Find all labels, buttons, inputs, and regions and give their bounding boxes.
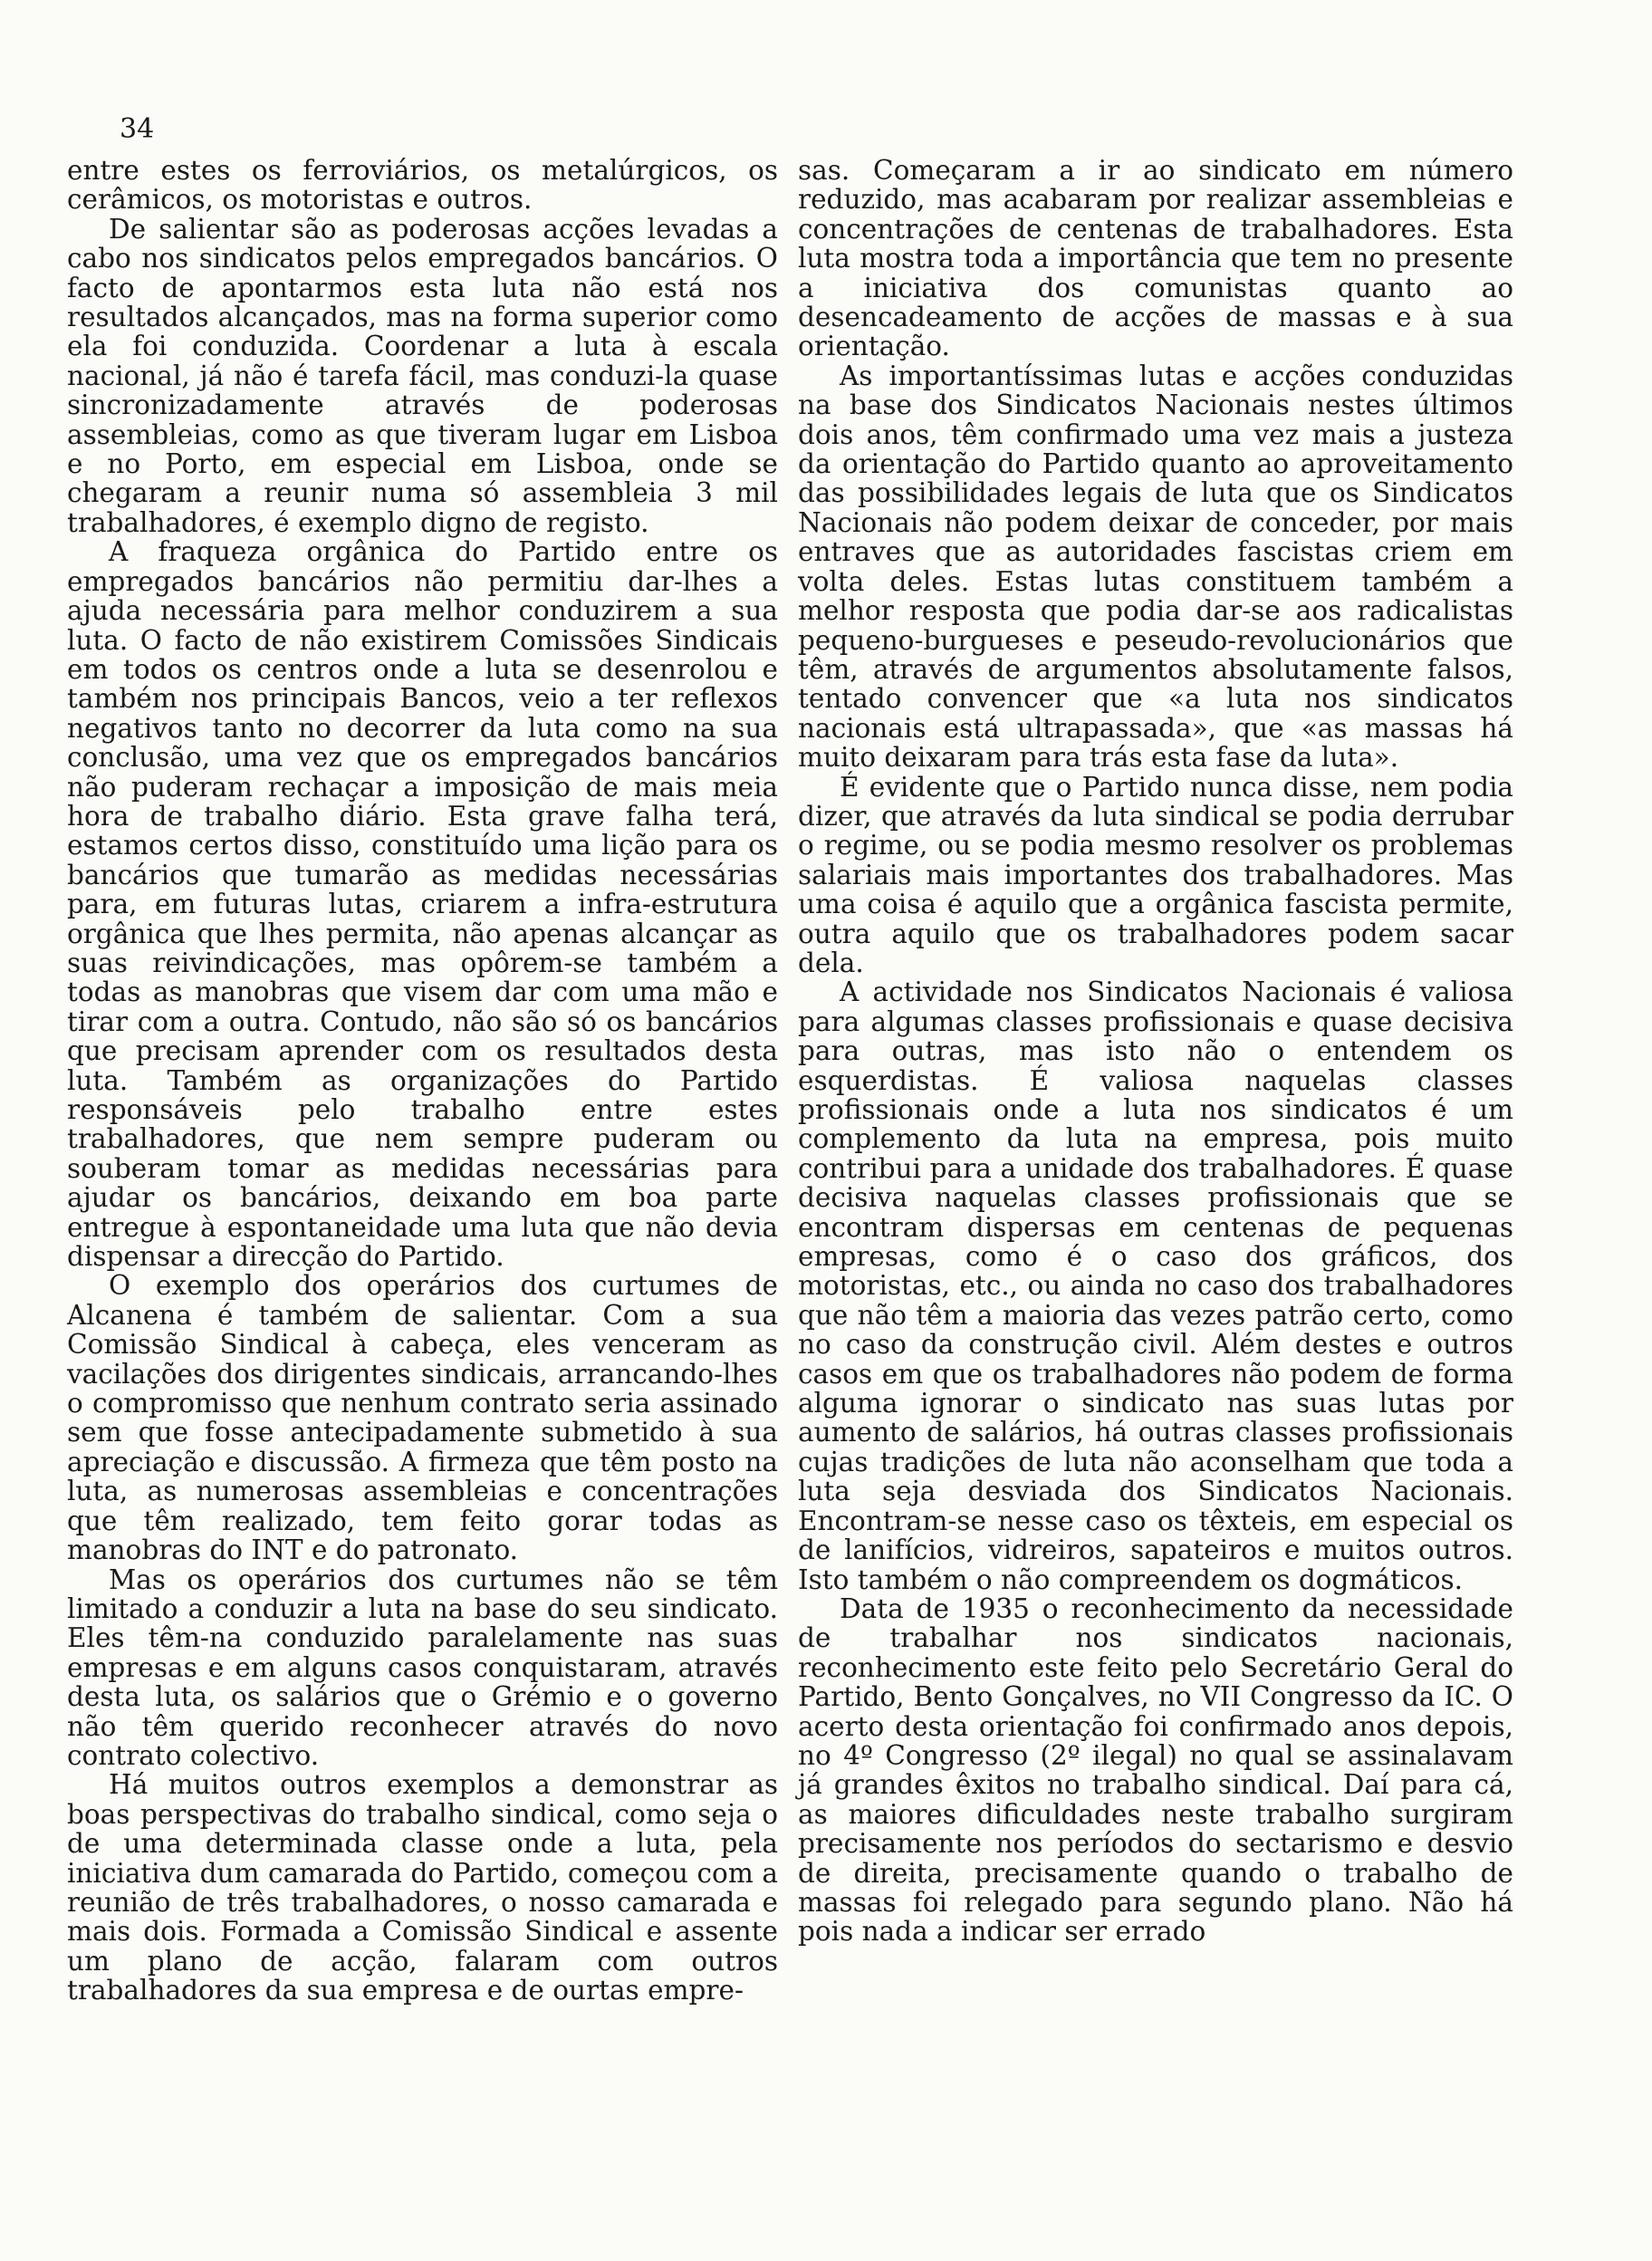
paragraph: As importantíssimas lutas e acções conduzidas na base dos Sindicatos Nacionais nestes últimos dois anos, têm confirmado uma vez mais a justeza da orientação do Partido quanto ao aproveitamento das possibilidades legais de luta que os Sindicatos Nacionais não podem deixar de conceder, por mais entraves que as autoridades fascistas criem em volta deles. Estas lutas constituem também a melhor resposta que podia dar-se aos radicalistas pequeno-burgueses e peseudo-revolucionários que têm, através de argumentos absolutamente falsos, tentado convencer que «a luta nos sindicatos nacionais está ultrapassada», que «as massas há muito deixaram para trás esta fase da luta». (798, 360, 1513, 774)
paragraph: Data de 1935 o reconhecimento da necessidade de trabalhar nos sindicatos nacionais, reconhecimento este feito pelo Secretário Geral do Partido, Bento Gonçalves, no VII Congresso da IC. O acerto desta orientação foi confirmado anos depois, no 4º Congresso (2º ilegal) no qual se assinalavam já grandes êxitos no trabalho sindical. Daí para cá, as maiores dificuldades neste trabalho surgiram precisamente nos períodos do sectarismo e desvio de direita, precisamente quando o trabalho de massas foi relegado para segundo plano. Não há pois nada a indicar ser errado (798, 1592, 1513, 1948)
paragraph: O exemplo dos operários dos curtumes de Alcanena é também de salientar. Com a sua Comissão Sindical à cabeça, eles venceram as vacilações dos dirigentes sindicais, arrancando-lhes o compromisso que nenhum contrato seria assinado sem que fosse antecipadamente submetido à sua apreciação e discussão. A firmeza que têm posto na luta, as numerosas assembleias e concentrações que têm realizado, tem feito gorar todas as manobras do INT e do patronato. (67, 1270, 778, 1566)
paragraph: Mas os operários dos curtumes não se têm limitado a conduzir a luta na base do seu sindicato. Eles têm-na conduzido paralelamente nas suas empresas e em alguns casos conquistaram, através desta luta, os salários que o Grémio e o governo não têm querido reconhecer através do novo contrato colectivo. (67, 1563, 778, 1771)
paragraph: A actividade nos Sindicatos Nacionais é valiosa para algumas classes profissionais e quase decisiva para outras, mas isto não o entendem os esquerdistas. É valiosa naquelas classes profissionais onde a luta nos sindicatos é um complemento da luta na empresa, pois muito contribui para a unidade dos trabalhadores. É quase decisiva naquelas classes profissionais que se encontram dispersas em centenas de pequenas empresas, como é o caso dos gráficos, dos motoristas, etc., ou ainda no caso dos trabalhadores que não têm a maioria das vezes patrão certo, como no caso da construção civil. Além destes e outros casos em que os trabalhadores não podem de forma alguma ignorar o sindicato nas suas lutas por aumento de salários, há outras classes profissionais cujas tradições de luta não aconselham que toda a luta seja desviada dos Sindicatos Nacionais. Encontram-se nesse caso os têxteis, em especial os de lanifícios, vidreiros, sapateiros e muitos outros. Isto também o não compreendem os dogmáticos. (798, 977, 1513, 1595)
paragraph: entre estes os ferroviários, os metalúrgicos, os cerâmicos, os motoristas e outros. (67, 155, 778, 216)
right-column (798, 156, 1513, 1947)
page-number: 34 (120, 113, 155, 145)
paragraph: sas. Começaram a ir ao sindicato em número reduzido, mas acabaram por realizar assembleias e concentrações de centenas de trabalhadores. Esta luta mostra toda a importância que tem no presente a iniciativa dos comunistas quanto ao desencadeamento de acções de massas e à sua orientação. (798, 155, 1513, 362)
left-column (67, 156, 778, 2006)
paragraph: A fraqueza orgânica do Partido entre os empregados bancários não permitiu dar-lhes a ajuda necessária para melhor conduzirem a sua luta. O facto de não existirem Comissões Sindicais em todos os centros onde a luta se desenrolou e também nos principais Bancos, veio a ter reflexos negativos tanto no decorrer da luta como na sua conclusão, uma vez que os empregados bancários não puderam rechaçar a imposição de mais meia hora de trabalho diário. Esta grave falha terá, estamos certos disso, constituído uma lição para os bancários que tumarão as medidas necessárias para, em futuras lutas, criarem a infra-estrutura orgânica que lhes permita, não apenas alcançar as suas reivindicações, mas opôrem-se também a todas as manobras que visem dar com uma mão e tirar com a outra. Contudo, não são só os bancários que precisam aprender com os resultados desta luta. Também as organizações do Partido responsáveis pelo trabalho entre estes trabalhadores, que nem sempre puderam ou souberam tomar as medidas necessárias para ajudar os bancários, deixando em boa parte entregue à espontaneidade uma luta que não devia dispensar a direcção do Partido. (67, 536, 778, 1273)
paragraph: É evidente que o Partido nunca disse, nem podia dizer, que através da luta sindical se podia derrubar o regime, ou se podia mesmo resolver os problemas salariais mais importantes dos trabalhadores. Mas uma coisa é aquilo que a orgânica fascista permite, outra aquilo que os trabalhadores podem sacar dela. (798, 771, 1513, 978)
paragraph: De salientar são as poderosas acções levadas a cabo nos sindicatos pelos empregados bancários. O facto de apontarmos esta luta não está nos resultados alcançados, mas na forma superior como ela foi conduzida. Coordenar a luta à escala nacional, já não é tarefa fácil, mas conduzi-la quase sincronizadamente através de poderosas assembleias, como as que tiveram lugar em Lisboa e no Porto, em especial em Lisboa, onde se chegaram a reunir numa só assembleia 3 mil trabalhadores, é exemplo digno de registo. (67, 213, 778, 538)
paragraph: Há muitos outros exemplos a demonstrar as boas perspectivas do trabalho sindical, como seja o de uma determinada classe onde a luta, pela iniciativa dum camarada do Partido, começou com a reunião de três trabalhadores, o nosso camarada e mais dois. Formada a Comissão Sindical e assente um plano de acção, falaram com outros trabalhadores da sua empresa e de ourtas empre- (67, 1769, 778, 2006)
